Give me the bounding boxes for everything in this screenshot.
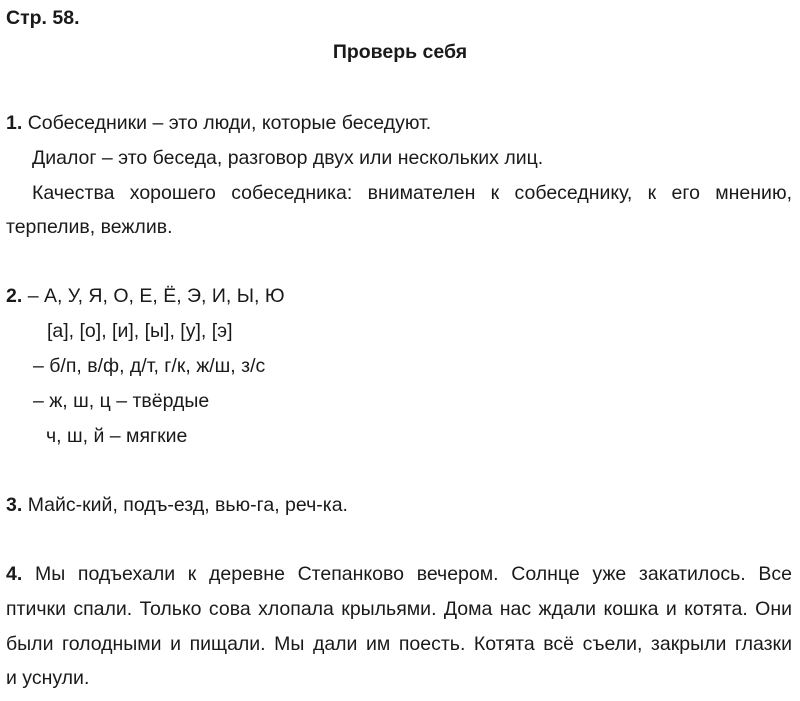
task2-line5: ч, ш, й – мягкие	[46, 425, 188, 447]
task1-number: 1.	[6, 112, 23, 134]
task1-line1: Собеседники – это люди, которые беседуют.	[27, 112, 432, 134]
task2-line3: – б/п, в/ф, д/т, г/к, ж/ш, з/с	[33, 355, 266, 377]
task1-first-line	[6, 111, 431, 135]
page-number: Стр. 58.	[6, 7, 80, 29]
task2-line2: [а], [о], [и], [ы], [у], [э]	[47, 320, 233, 342]
task2-first-line	[6, 284, 285, 308]
task1-line3: Качества хорошего собеседника: внимателен к собеседнику, к его мнению,	[32, 182, 792, 204]
task4-line3: были голодными и пищали. Мы дали им поесть. Котята всё съели, закрыли глазки	[6, 633, 792, 655]
task4-first-line	[6, 562, 792, 586]
task1-line2: Диалог – это беседа, разговор двух или нескольких лиц.	[32, 147, 544, 169]
task3-line	[6, 493, 348, 517]
task2-line4: – ж, ш, ц – твёрдые	[33, 390, 210, 412]
task4-number: 4.	[6, 563, 23, 585]
task4-line4: и уснули.	[6, 667, 90, 689]
task1-line4: терпелив, вежлив.	[6, 216, 173, 238]
task4-line2: птички спали. Только сова хлопала крыльями. Дома нас ждали кошка и котята. Они	[6, 598, 792, 620]
task4-line1: Мы подъехали к деревне Степанково вечером. Солнце уже закатилось. Все	[34, 563, 792, 585]
task3-text: Майс-кий, подъ-езд, вью-га, реч-ка.	[27, 494, 348, 516]
task2-number: 2.	[6, 285, 23, 307]
task3-number: 3.	[6, 494, 23, 516]
page-title: Проверь себя	[332, 41, 468, 63]
task2-line1: – А, У, Я, О, Е, Ё, Э, И, Ы, Ю	[27, 285, 285, 307]
